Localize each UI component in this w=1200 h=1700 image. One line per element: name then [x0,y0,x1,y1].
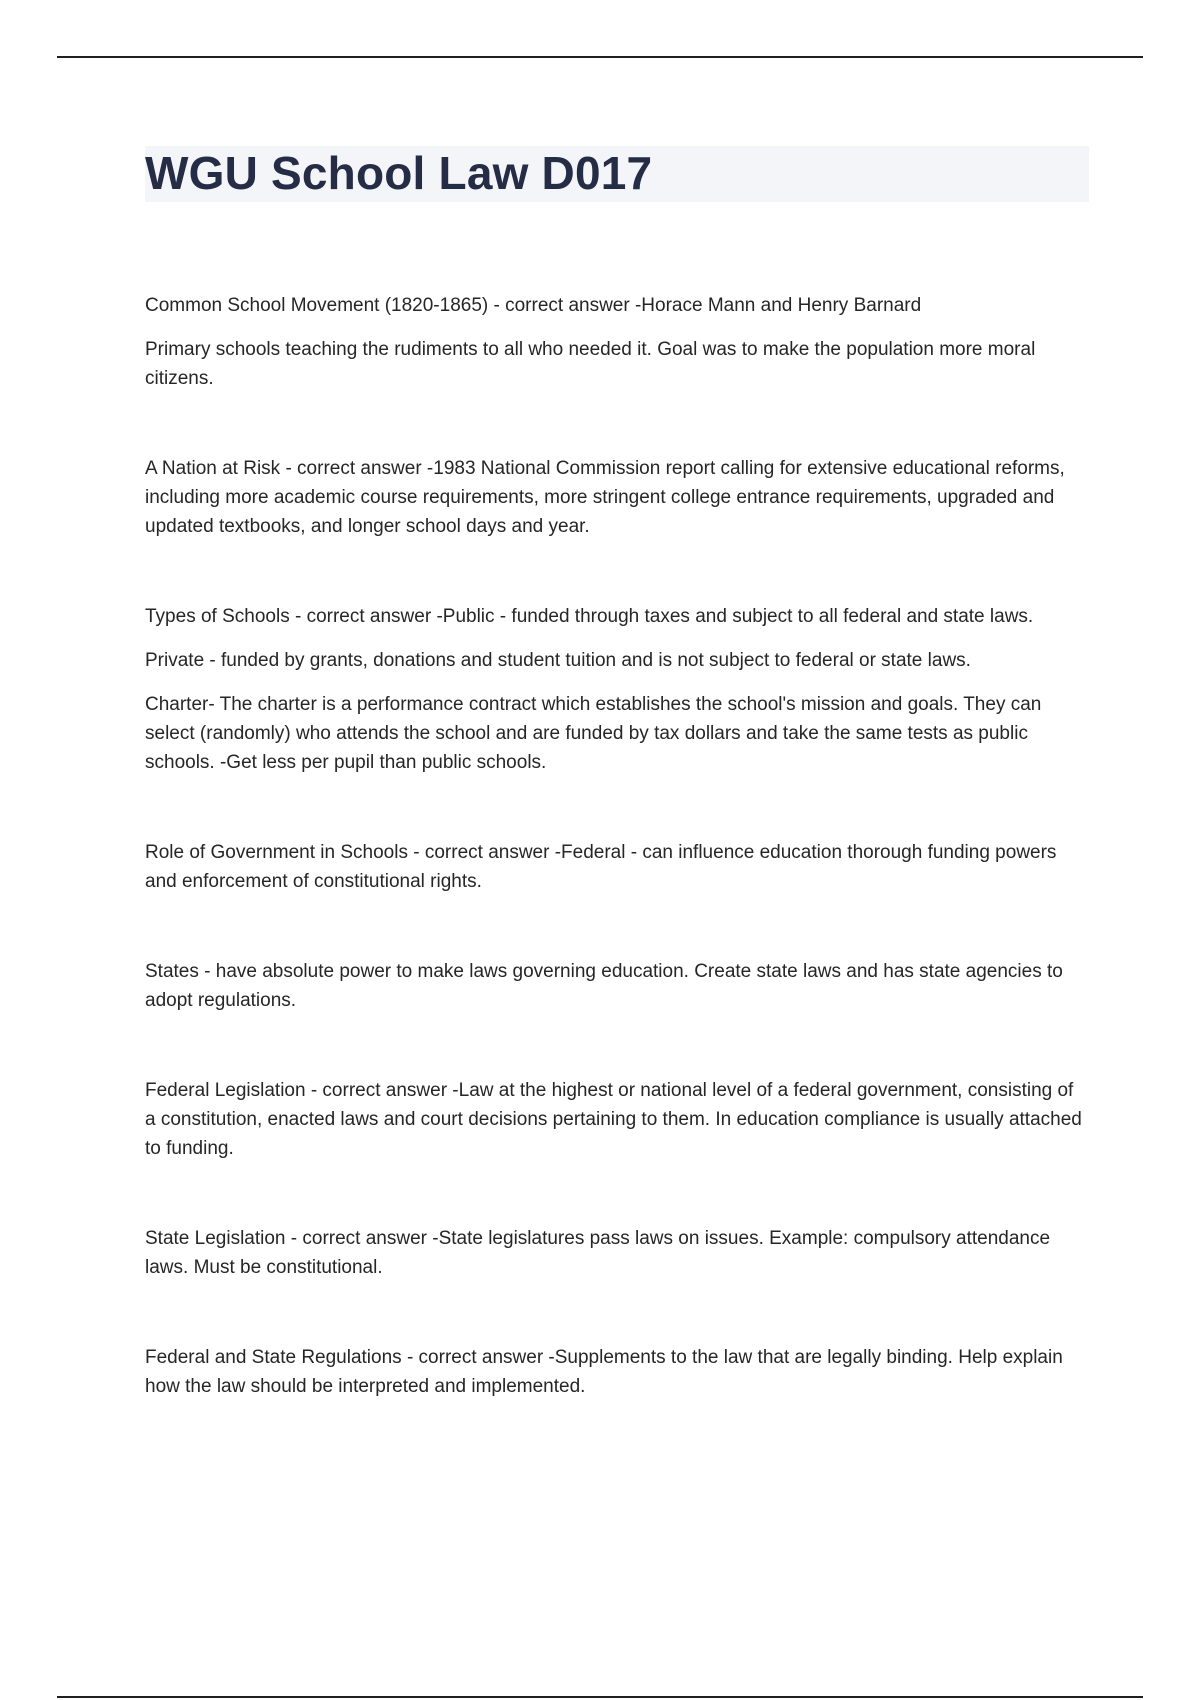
entry-federal-legislation [145,1076,1085,1163]
entry-paragraph: Common School Movement (1820-1865) - correct answer -Horace Mann and Henry Barnard [145,295,922,316]
entry-paragraph: Federal Legislation - correct answer -Law at the highest or national level of a federal government, consisting of a constitution, enacted laws and court decisions pertaining to them. In education compliance is usually attached to funding. [145,1080,1082,1159]
entry-states [145,957,1085,1015]
document-body [145,291,1085,1462]
entry-state-legislation [145,1224,1085,1282]
footer-rule [57,1696,1143,1698]
entry-paragraph: State Legislation - correct answer -State legislatures pass laws on issues. Example: compulsory attendance laws. Must be constitutional. [145,1228,1051,1278]
entry-paragraph: Federal and State Regulations - correct answer -Supplements to the law that are legally binding. Help explain how the law should be interpreted and implemented. [145,1347,1063,1397]
entry-role-of-government [145,838,1085,896]
entry-common-school-movement [145,291,1085,393]
page-title: WGU School Law D017 [145,147,653,199]
entry-paragraph: Role of Government in Schools - correct answer -Federal - can influence education thorough funding powers and enforcement of constitutional rights. [145,842,1057,892]
entry-types-of-schools [145,602,1085,777]
entry-paragraph: States - have absolute power to make laws governing education. Create state laws and has state agencies to adopt regulations. [145,961,1063,1011]
entry-paragraph: Types of Schools - correct answer -Public - funded through taxes and subject to all federal and state laws. [145,606,1034,627]
entry-paragraph: Charter- The charter is a performance contract which establishes the school's mission and goals. They can select (randomly) who attends the school and are funded by tax dollars and take the same tests as public schools. -Get less per pupil than public schools. [145,694,1042,773]
entry-paragraph: Primary schools teaching the rudiments to all who needed it. Goal was to make the population more moral citizens. [145,339,1036,389]
entry-nation-at-risk [145,454,1085,541]
entry-paragraph: A Nation at Risk - correct answer -1983 National Commission report calling for extensive educational reforms, including more academic course requirements, more stringent college entrance requirements, upgraded and updated textbooks, and longer school days and year. [145,458,1065,537]
entry-federal-state-regulations [145,1343,1085,1401]
header-rule [57,56,1143,58]
entry-paragraph: Private - funded by grants, donations and student tuition and is not subject to federal or state laws. [145,650,971,671]
